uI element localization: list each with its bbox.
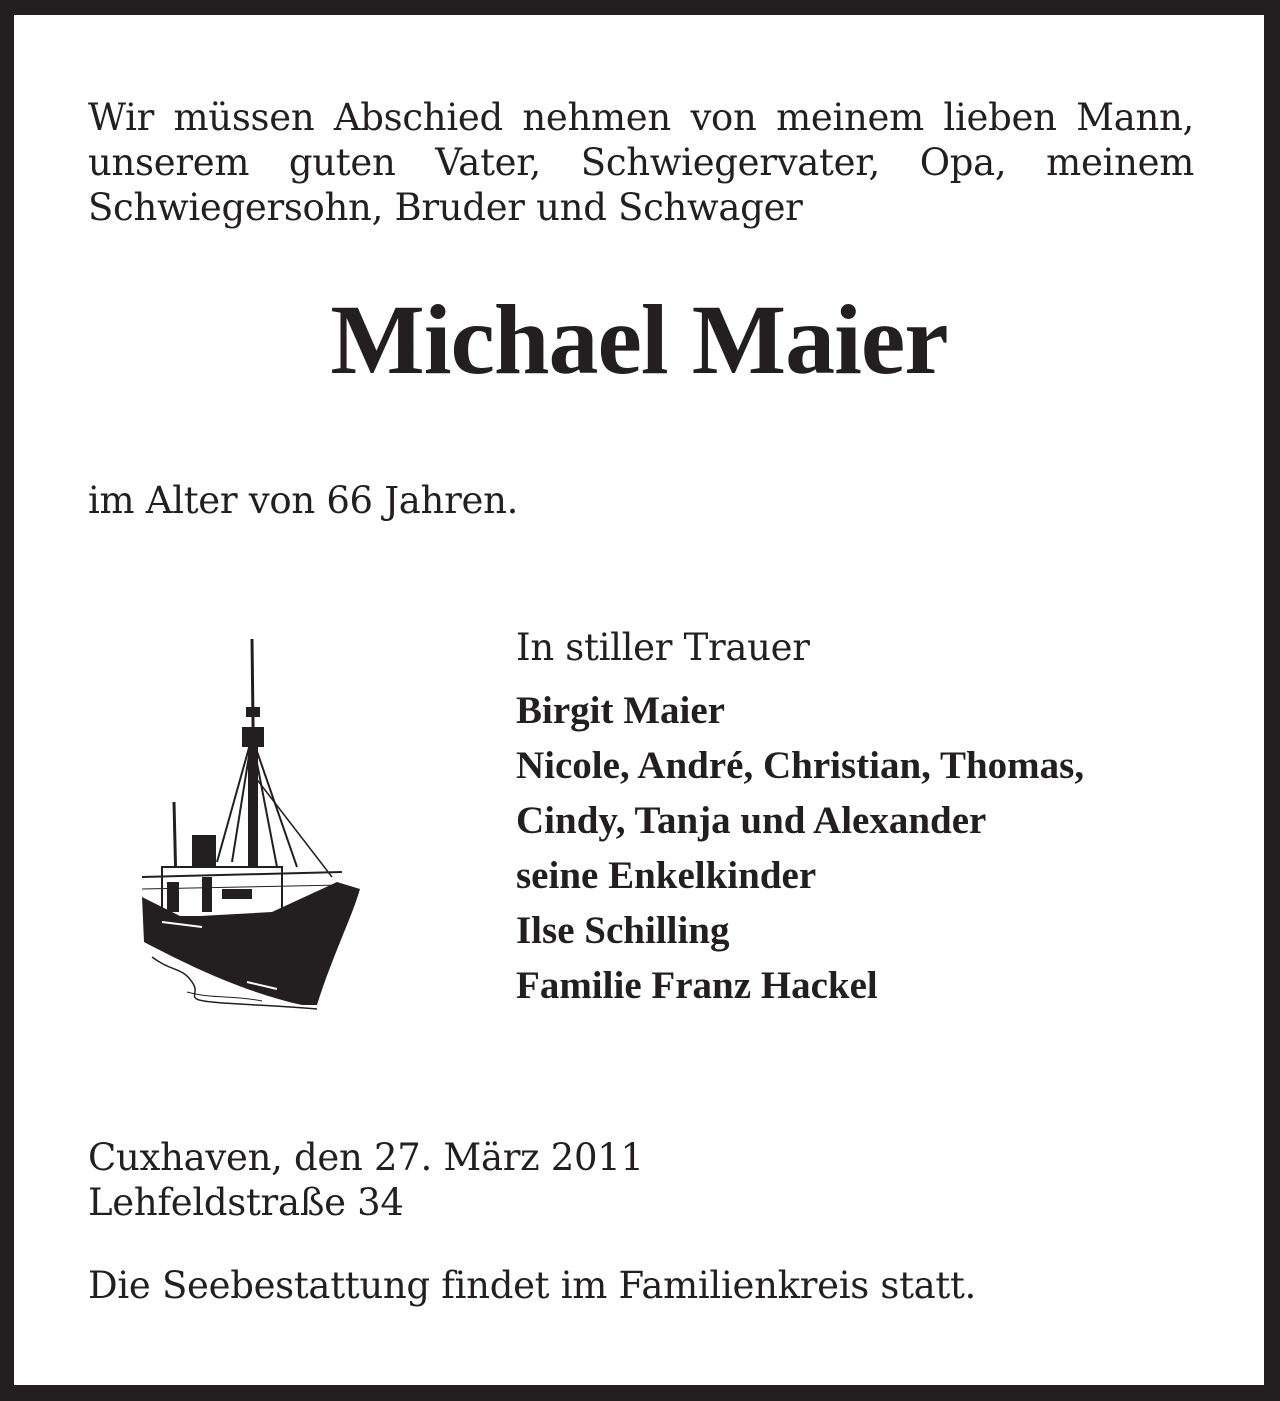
mourner-name: Birgit Maier — [516, 689, 725, 732]
place-date: Cuxhaven, den 27. März 2011 — [88, 1136, 644, 1179]
intro-line: Schwiegersohn, Bruder und Schwager — [88, 186, 803, 229]
mourners-names — [516, 683, 1236, 1013]
address: Lehfeldstraße 34 — [88, 1181, 404, 1224]
intro-text — [88, 95, 1194, 230]
mourner-name: Cindy, Tanja und Alexander — [516, 799, 987, 842]
ship-icon — [122, 627, 362, 1012]
mourner-name: Familie Franz Hackel — [516, 964, 878, 1007]
deceased-name: Michael Maier — [330, 284, 948, 395]
mourner-name: seine Enkelkinder — [516, 854, 817, 897]
intro-line: Wir müssen Abschied nehmen von meinem lieben Mann, — [88, 96, 1194, 139]
footer — [88, 1135, 976, 1308]
mourners-heading: In stiller Trauer — [516, 626, 810, 669]
burial-note: Die Seebestattung findet im Familienkreis statt. — [88, 1264, 977, 1307]
mourner-name: Nicole, André, Christian, Thomas, — [516, 744, 1085, 787]
obituary-notice — [14, 15, 1264, 1385]
mourners-block — [516, 623, 1236, 1013]
age-text: im Alter von 66 Jahren. — [88, 479, 519, 522]
intro-line: unserem guten Vater, Schwiegervater, Opa, meinem — [88, 141, 1194, 184]
mourner-name: Ilse Schilling — [516, 909, 730, 952]
